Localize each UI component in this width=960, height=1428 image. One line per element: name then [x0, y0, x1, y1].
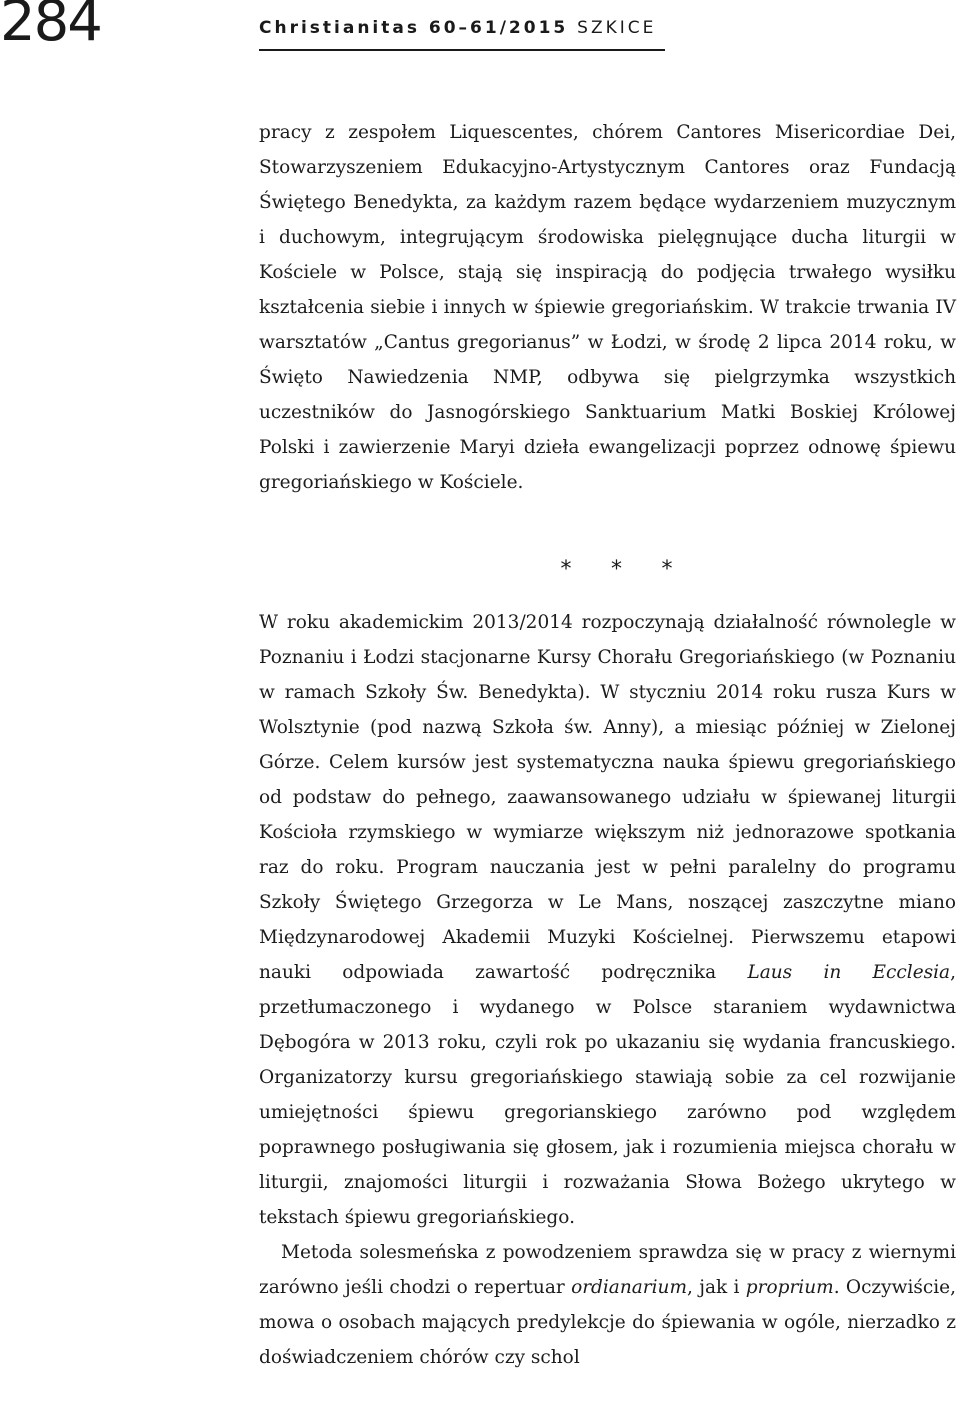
paragraph: [259, 115, 956, 500]
book-title: Laus in Ecclesia: [747, 962, 951, 983]
paragraph: [259, 605, 956, 1235]
paragraph: [259, 1235, 956, 1375]
section-label: SZKICE: [577, 18, 657, 38]
latin-term: ordianarium: [571, 1277, 687, 1298]
paragraph-text: Metoda solesmeńska z powodzeniem sprawdza się w pracy z wiernymi zarówno jeśli chodzi o repertuar: [259, 1242, 956, 1298]
paragraph-text: . Oczywiście, mowa o osobach mających predylekcje do śpiewania w ogóle, nierzadko z doświadczeniem chórów czy schol: [259, 1277, 956, 1368]
paragraph-text: , przetłumaczonego i wydanego w Polsce staraniem wydawnictwa Dębogóra w 2013 roku, czyli rok po ukazaniu się wydania francuskiego. Organizatorzy kursu gregoriańskiego stawiają sobie za cel rozwijanie umiejętności śpiewu gregorianskiego zarówno pod względem poprawnego posługiwania się głosem, jak i rozumienia miejsca chorału w liturgii, znajomości liturgii i rozważania Słowa Bożego ukrytego w tekstach śpiewu gregoriańskiego.: [259, 962, 956, 1228]
paragraph-text: pracy z zespołem Liquescentes, chórem Cantores Misericordiae Dei, Stowarzyszeniem Edukacyjno-Artystycznym Cantores oraz Fundacją Świętego Benedykta, za każdym razem będące wydarzeniem muzycznym i duchowym, integrującym środowiska pielęgnujące ducha liturgii w Kościele w Polsce, stają się inspiracją do podjęcia trwałego wysiłku kształcenia siebie i innych w śpiewie gregoriańskim. W trakcie trwania IV warsztatów „Cantus gregorianus” w Łodzi, w środę 2 lipca 2014 roku, w Święto Nawiedzenia NMP, odbywa się pielgrzymka wszystkich uczestników do Jasnogórskiego Sanktuarium Matki Boskiej Królowej Polski i zawierzenie Maryi dzieła ewangelizacji poprzez odnowę śpiewu gregoriańskiego w Kościele.: [259, 122, 956, 493]
page-number: 284: [0, 0, 101, 54]
section-separator: * * *: [559, 557, 686, 582]
paragraph-text: , jak i: [687, 1277, 746, 1298]
paragraph-text: W roku akademickim 2013/2014 rozpoczynają działalność równolegle w Poznaniu i Łodzi stacjonarne Kursy Chorału Gregoriańskiego (w Poznaniu w ramach Szkoły Św. Benedykta). W styczniu 2014 roku rusza Kurs w Wolsztynie (pod nazwą Szkoła św. Anny), a miesiąc później w Zielonej Górze. Celem kursów jest systematyczna nauka śpiewu gregoriańskiego od podstaw do pełnego, zaawansowanego udziału w śpiewanej liturgii Kościoła rzymskiego w wymiarze większym niż jednorazowe spotkania raz do roku. Program nauczania jest w pełni paralelny do programu Szkoły Świętego Grzegorza w Le Mans, noszącej zaszczytne miano Międzynarodowej Akademii Muzyki Kościelnej. Pierwszemu etapowi nauki odpowiada zawartość podręcznika: [259, 612, 956, 983]
article-body: [259, 115, 956, 1375]
latin-term: proprium: [745, 1277, 834, 1298]
journal-title: Christianitas 60–61/2015: [259, 18, 569, 38]
header-rule: [259, 49, 665, 51]
running-head: [259, 18, 656, 38]
separator-spacer: [259, 500, 956, 535]
